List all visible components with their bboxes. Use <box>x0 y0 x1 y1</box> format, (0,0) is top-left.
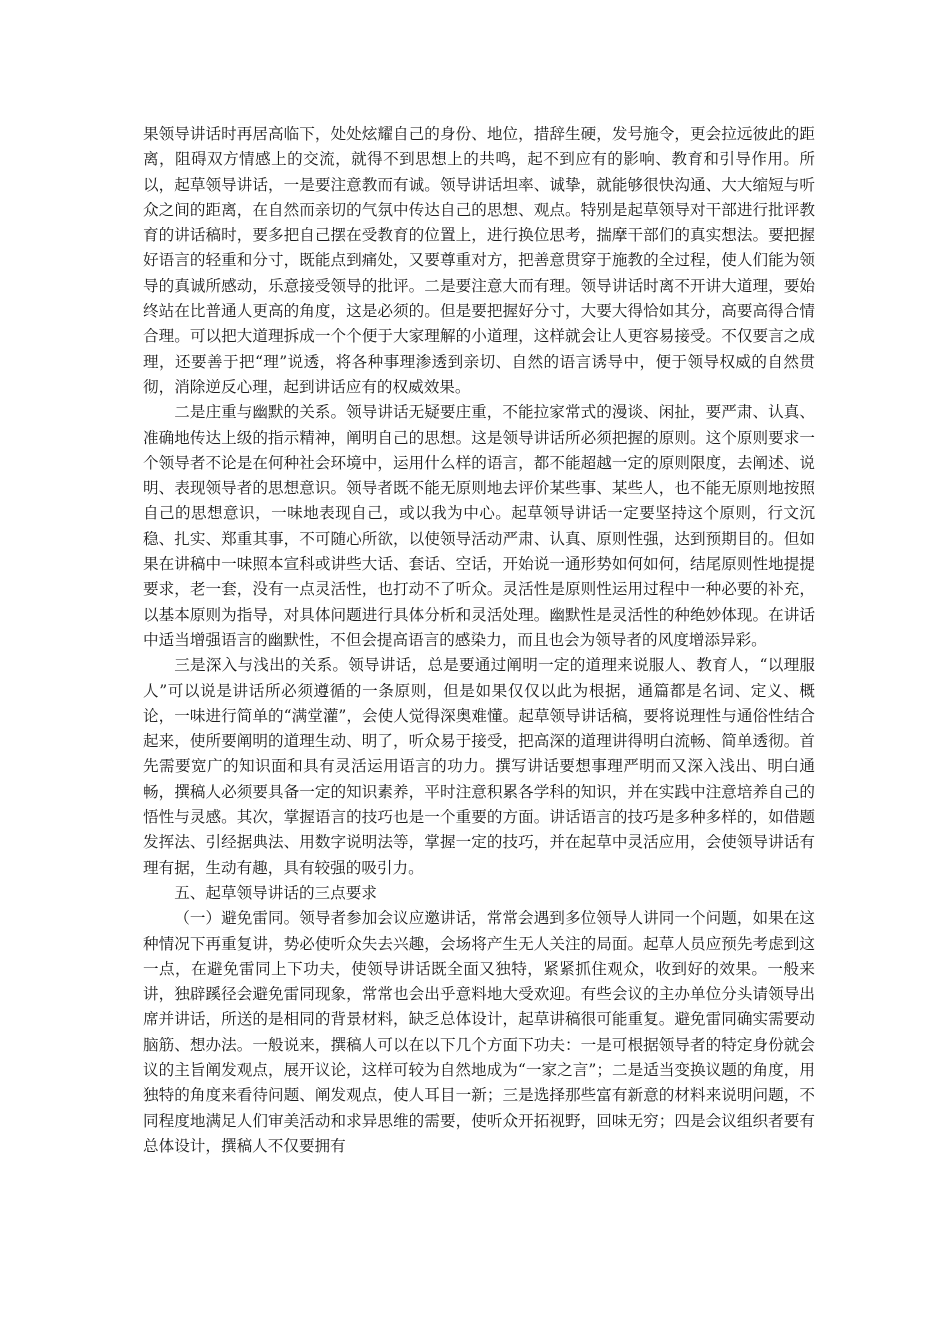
section-heading: 五、起草领导讲话的三点要求 <box>174 883 377 902</box>
paragraph-depth-simplicity: 三是深入与浅出的关系。领导讲话，总是要通过阐明一定的道理来说服人、教育人，“以理服人”可以说是讲话所必须遵循的一条原则，但是如果仅仅以此为根据，通篇都是名词、定义、概论，一味进行简单的“满堂灌”，会使人觉得深奥难懂。起草领导讲话稿，要将说理性与通俗性结合起来，使所要阐明的道理生动、明了，听众易于接受，把高深的道理讲得明白流畅、简单透彻。首先需要宽广的知识面和具有灵活运用语言的功力。撰写讲话要想事理严明而又深入浅出、明白通畅，撰稿人必须要具备一定的知识素养，平时注意积累各学科的知识，并在实践中注意培养自己的悟性与灵感。其次，掌握语言的技巧也是一个重要的方面。讲话语言的技巧是多种多样的，如借题发挥法、引经据典法、用数字说明法等，掌握一定的技巧，并在起草中灵活应用，会使领导讲话有理有据，生动有趣，具有较强的吸引力。 <box>143 656 815 877</box>
paragraph-solemnity-humor: 二是庄重与幽默的关系。领导讲话无疑要庄重，不能拉家常式的漫谈、闲扯，要严肃、认真、准确地传达上级的指示精神，阐明自己的思想。这是领导讲话所必须把握的原则。这个原则要求一个领导者不论是在何种社会环境中，运用什么样的语言，都不能超越一定的原则限度，去阐述、说明、表现领导者的思想意识。领导者既不能无原则地去评价某些事、某些人，也不能无原则地按照自己的思想意识，一味地表现自己，或以我为中心。起草领导讲话一定要坚持这个原则，行文沉稳、扎实、郑重其事，不可随心所欲，以使领导活动严肃、认真、原则性强，达到预期目的。但如果在讲稿中一味照本宣科或讲些大话、套话、空话，开始说一通形势如何如何，结尾原则性地提提要求，老一套，没有一点灵活性，也打动不了听众。灵活性是原则性运用过程中一种必要的补充，以基本原则为指导，对具体问题进行具体分析和灵活处理。幽默性是灵活性的种绝妙体现。在讲话中适当增强语言的幽默性，不但会提高语言的感染力，而且也会为领导者的风度增添异彩。 <box>143 403 815 649</box>
paragraph-continued: 果领导讲话时再居高临下，处处炫耀自己的身份、地位，措辞生硬，发号施令，更会拉远彼此的距离，阻碍双方情感上的交流，就得不到思想上的共鸣，起不到应有的影响、教育和引导作用。所以，起草领导讲话，一是要注意教而有诚。领导讲话坦率、诚挚，就能够很快沟通、大大缩短与听众之间的距离，在自然而亲切的气氛中传达自己的思想、观点。特别是起草领导对干部进行批评教育的讲话稿时，要多把自己摆在受教育的位置上，进行换位思考，揣摩干部们的真实想法。要把握好语言的轻重和分寸，既能点到痛处，又要尊重对方，把善意贯穿于施教的全过程，使人们能为领导的真诚所感动，乐意接受领导的批评。二是要注意大而有理。领导讲话时离不开讲大道理，要始终站在比普通人更高的角度，这是必须的。但是要把握好分寸，大要大得恰如其分，高要高得合情合理。可以把大道理拆成一个个便于大家理解的小道理，这样就会让人更容易接受。不仅要言之成理，还要善于把“理”说透，将各种事理渗透到亲切、自然的语言诱导中，便于领导权威的自然贯彻，消除逆反心理，起到讲话应有的权威效果。 <box>143 125 815 396</box>
paragraph-avoid-repetition: （一）避免雷同。领导者参加会议应邀讲话，常常会遇到多位领导人讲同一个问题，如果在这种情况下再重复讲，势必使听众失去兴趣，会场将产生无人关注的局面。起草人员应预先考虑到这一点，在避免雷同上下功夫，使领导讲话既全面又独特，紧紧抓住观众，收到好的效果。一般来讲，独辟蹊径会避免雷同现象，常常也会出乎意料地大受欢迎。有些会议的主办单位分头请领导出席并讲话，所送的是相同的背景材料，缺乏总体设计，起草讲稿很可能重复。避免雷同确实需要动脑筋、想办法。一般说来，撰稿人可以在以下几个方面下功夫：一是可根据领导者的特定身份就会议的主旨阐发观点，展开议论，这样可较为自然地成为“一家之言”；二是适当变换议题的角度，用独特的角度来看待问题、阐发观点，使人耳目一新；三是选择那些富有新意的材料来说明问题，不同程度地满足人们审美活动和求异思维的需要，使听众开拓视野，回味无穷；四是会议组织者要有总体设计，撰稿人不仅要拥有 <box>143 909 815 1155</box>
document-body <box>143 122 815 1159</box>
